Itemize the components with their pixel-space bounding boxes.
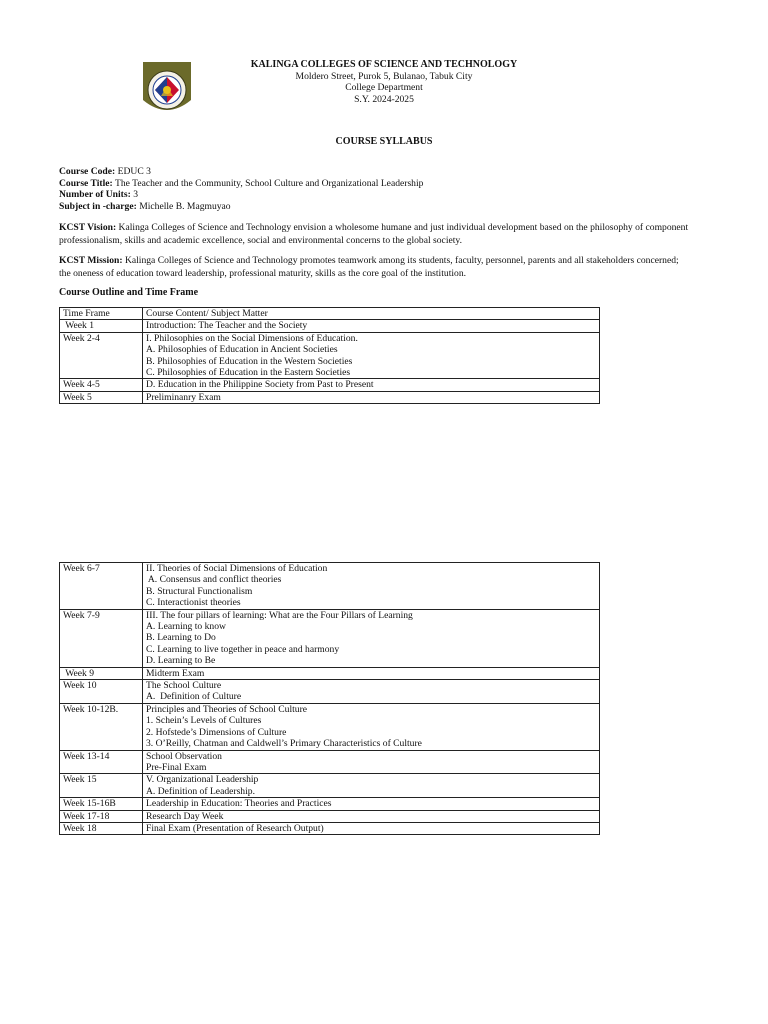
content-cell <box>143 332 600 379</box>
content-line: Pre-Final Exam <box>146 761 207 773</box>
time-frame-cell: Week 10 <box>60 680 143 704</box>
document-title: COURSE SYLLABUS <box>335 136 433 147</box>
content-cell <box>143 667 600 679</box>
letterhead <box>200 59 568 105</box>
content-line: A. Definition of Leadership. <box>146 785 255 797</box>
content-line: A. Philosophies of Education in Ancient Societies <box>146 344 338 356</box>
table-row <box>60 667 600 679</box>
course-title-label: Course Title: <box>59 177 113 189</box>
table-row <box>60 320 600 332</box>
mission-text-1: Kalinga Colleges of Science and Technology promotes teamwork among its students, faculty, personnel, parents and all stakeholders concerned; <box>124 255 679 266</box>
content-cell <box>143 379 600 391</box>
content-line: D. Education in the Philippine Society from Past to Present <box>146 379 374 391</box>
instructor-line <box>59 201 719 213</box>
content-line: C. Philosophies of Education in the Eastern Societies <box>146 367 351 379</box>
instructor-label: Subject in -charge: <box>59 200 137 212</box>
content-cell <box>143 774 600 798</box>
table-row <box>60 774 600 798</box>
mission-statement <box>59 255 719 281</box>
outline-heading: Course Outline and Time Frame <box>59 287 199 298</box>
vision-text-1: Kalinga Colleges of Science and Technology envision a wholesome humane and just individual development based on the philosophy of component <box>118 222 689 233</box>
content-cell <box>143 609 600 667</box>
content-line: A. Learning to know <box>146 621 226 633</box>
vision-text-2: professionalism, skills and academic excellence, social and environmental concerns to the global society. <box>59 234 462 246</box>
institution-name: KALINGA COLLEGES OF SCIENCE AND TECHNOLOGY <box>250 59 518 70</box>
schedule-table-1 <box>59 307 600 404</box>
table-row <box>60 563 600 610</box>
time-frame-cell: Week 15 <box>60 774 143 798</box>
time-frame-cell: Week 2-4 <box>60 332 143 379</box>
content-line: I. Philosophies on the Social Dimensions of Education. <box>146 332 358 344</box>
content-line: 2. Hofstede’s Dimensions of Culture <box>146 726 287 738</box>
content-line: Principles and Theories of School Culture <box>146 703 308 715</box>
content-line: V. Organizational Leadership <box>146 774 259 786</box>
units-line <box>59 189 719 201</box>
course-code-label: Course Code: <box>59 166 116 177</box>
time-frame-cell: Week 6-7 <box>60 563 143 610</box>
time-frame-cell: Week 13-14 <box>60 750 143 774</box>
content-line: D. Learning to Be <box>146 655 216 667</box>
units-label: Number of Units: <box>59 189 131 201</box>
mission-label: KCST Mission: <box>59 255 123 266</box>
time-frame-cell: Week 17-18 <box>60 810 143 822</box>
content-line: Final Exam (Presentation of Research Output) <box>146 822 324 834</box>
content-cell <box>143 563 600 610</box>
header-time-frame: Time Frame <box>60 308 143 320</box>
content-cell <box>143 320 600 332</box>
instructor-name: Michelle B. Magmuyao <box>139 200 231 212</box>
content-cell <box>143 750 600 774</box>
content-line: B. Philosophies of Education in the Western Societies <box>146 355 353 367</box>
table-row <box>60 609 600 667</box>
institution-address: Moldero Street, Purok 5, Bulanao, Tabuk City <box>295 70 473 82</box>
content-line: B. Structural Functionalism <box>146 585 253 597</box>
time-frame-cell: Week 1 <box>60 320 143 332</box>
vision-statement <box>59 222 719 248</box>
table-row <box>60 332 600 379</box>
content-cell <box>143 391 600 403</box>
course-title: The Teacher and the Community, School Culture and Organizational Leadership <box>114 177 424 189</box>
table-row <box>60 703 600 750</box>
vision-label: KCST Vision: <box>59 222 117 233</box>
table-row <box>60 379 600 391</box>
college-seal-icon <box>141 60 193 118</box>
time-frame-cell: Week 18 <box>60 822 143 834</box>
content-line: Leadership in Education: Theories and Practices <box>146 798 332 810</box>
table-row <box>60 798 600 810</box>
table-row <box>60 822 600 834</box>
time-frame-cell: Week 10-12B. <box>60 703 143 750</box>
content-line: II. Theories of Social Dimensions of Education <box>146 563 328 574</box>
school-year: S.Y. 2024-2025 <box>354 93 414 105</box>
content-cell <box>143 680 600 704</box>
units-value: 3 <box>133 189 138 201</box>
content-line: Introduction: The Teacher and the Society <box>146 320 308 332</box>
content-line: A. Consensus and conflict theories <box>146 574 282 586</box>
time-frame-cell: Week 7-9 <box>60 609 143 667</box>
content-line: 1. Schein’s Levels of Cultures <box>146 715 262 727</box>
content-line: A. Definition of Culture <box>146 691 242 703</box>
content-line: Research Day Week <box>146 810 224 822</box>
content-cell <box>143 703 600 750</box>
content-cell <box>143 822 600 834</box>
table-row <box>60 680 600 704</box>
course-code: EDUC 3 <box>117 166 151 177</box>
time-frame-cell: Week 9 <box>60 667 143 679</box>
table-row <box>60 391 600 403</box>
content-cell <box>143 810 600 822</box>
content-line: Preliminanry Exam <box>146 391 221 403</box>
content-cell <box>143 798 600 810</box>
course-title-line <box>59 178 719 190</box>
content-line: Midterm Exam <box>146 667 205 679</box>
content-line: C. Interactionist theories <box>146 597 241 609</box>
content-line: The School Culture <box>146 680 222 692</box>
header-course-content: Course Content/ Subject Matter <box>143 308 600 320</box>
content-line: 3. O’Reilly, Chatman and Caldwell’s Primary Characteristics of Culture <box>146 738 422 750</box>
content-line: III. The four pillars of learning: What are the Four Pillars of Learning <box>146 609 413 621</box>
time-frame-cell: Week 4-5 <box>60 379 143 391</box>
time-frame-cell: Week 15-16B <box>60 798 143 810</box>
course-info <box>59 166 719 212</box>
mission-text-2: the oneness of education toward leadership, professional maturity, skills as the core goal of the institution. <box>59 267 467 279</box>
content-line: B. Learning to Do <box>146 632 216 644</box>
schedule-table-2 <box>59 562 600 835</box>
department: College Department <box>345 82 423 94</box>
content-line: C. Learning to live together in peace and harmony <box>146 643 340 655</box>
table-row <box>60 810 600 822</box>
table-header-row <box>60 308 600 320</box>
time-frame-cell: Week 5 <box>60 391 143 403</box>
course-code-line <box>59 166 719 178</box>
table-row <box>60 750 600 774</box>
content-line: School Observation <box>146 750 222 762</box>
